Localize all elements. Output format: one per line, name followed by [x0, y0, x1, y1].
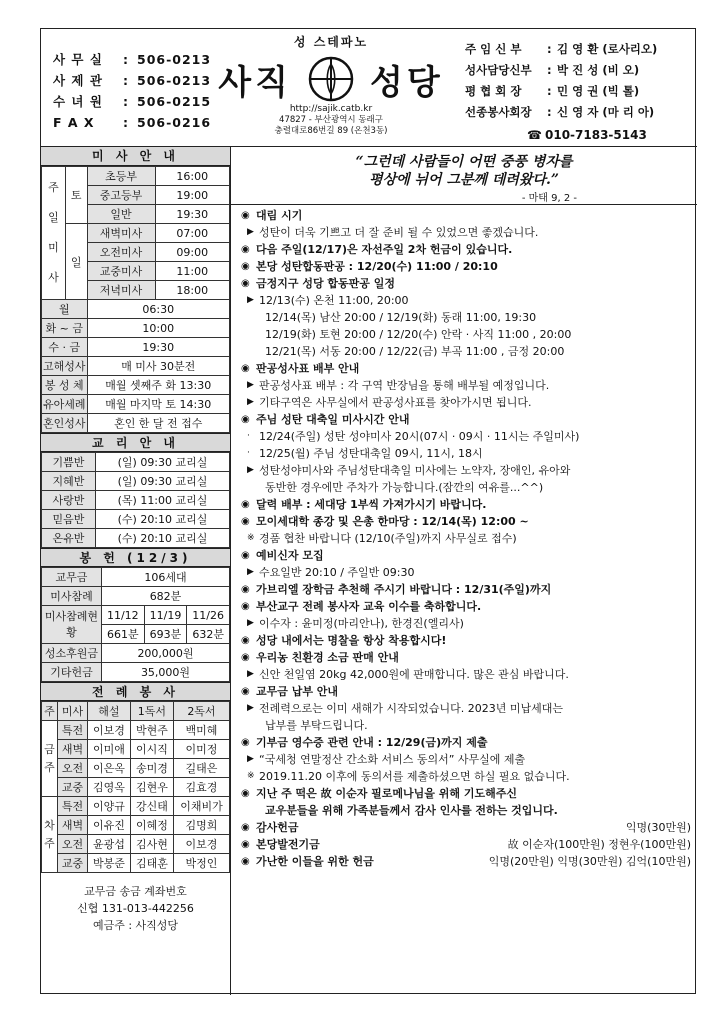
church-name	[191, 56, 471, 102]
class-name: 기쁨반	[42, 453, 96, 472]
notice-title: 가브리엘 장학금 추천해 주시기 바랍니다 : 12/31(주일)까지	[256, 583, 552, 596]
catechism-heading: 교 리 안 내	[41, 433, 230, 452]
notice-detail	[241, 768, 691, 785]
notice-item	[241, 734, 691, 751]
notice-detail	[241, 462, 691, 479]
liturgy-header: 2독서	[173, 702, 229, 721]
class-name: 믿음반	[42, 510, 96, 529]
class-time: (목) 11:00 교리실	[96, 491, 230, 510]
notice-detail	[241, 292, 691, 309]
weekday-time: 19:30	[87, 338, 229, 357]
class-time: (일) 09:30 교리실	[96, 453, 230, 472]
notice-text: 이수자 : 윤미정(마리안나), 한경진(엘리사)	[259, 617, 464, 630]
offering-name: 교무금	[42, 568, 102, 587]
offering-value: 682분	[102, 587, 230, 606]
staff-row: 선종봉사회장 : 신 영 자 (마 리 아)	[465, 105, 655, 119]
notice-detail	[241, 802, 691, 819]
notice-title: 예비신자 모집	[256, 549, 324, 562]
weekday-label: 화 ~ 금	[42, 319, 88, 338]
mass-name: 교중미사	[87, 262, 155, 281]
notice-item	[241, 683, 691, 700]
church-address: 47827 - 부산광역시 동래구 충렬대로86번길 89 (온천3동)	[274, 115, 388, 136]
phone-row: 사 제 관 : 506-0213	[53, 73, 212, 88]
notice-item	[241, 853, 691, 870]
weekday-row	[42, 357, 230, 376]
arrow-right-icon: ▶	[247, 669, 254, 679]
bullet-icon: ◉	[241, 788, 250, 799]
class-time: (일) 09:30 교리실	[96, 472, 230, 491]
attendance-row	[42, 606, 230, 625]
notice-detail	[241, 224, 691, 241]
liturgy-heading: 전 례 봉 사	[41, 682, 230, 701]
arrow-right-icon: ▶	[247, 754, 254, 764]
weekday-row	[42, 300, 230, 319]
staff-row: 성사담당신부 : 박 진 성 (비 오)	[465, 63, 640, 77]
notice-text: 2019.11.20 이후에 동의서를 제출하셨으면 하실 필요 없습니다.	[259, 770, 570, 783]
mass-type: 새벽	[58, 816, 88, 835]
server-name: 이시직	[130, 740, 173, 759]
week-label: 금 주	[42, 721, 58, 797]
mass-time: 07:00	[155, 224, 229, 243]
server-name: 이은옥	[87, 759, 130, 778]
bullet-icon: ◉	[241, 601, 250, 612]
catechism-row	[42, 510, 230, 529]
notice-text: 12/25(월) 주님 성탄대축일 09시, 11시, 18시	[259, 447, 483, 460]
mass-name: 저녁미사	[87, 281, 155, 300]
server-name: 강신태	[130, 797, 173, 816]
weekday-row	[42, 395, 230, 414]
server-name: 이혜정	[130, 816, 173, 835]
offering-row	[42, 587, 230, 606]
notice-text: 성탄이 더욱 기쁘고 더 잘 준비 될 수 있었으면 좋겠습니다.	[259, 226, 539, 239]
contact-phone: ☎ 010-7183-5143	[465, 125, 695, 145]
notice-text: 12/13(수) 온천 11:00, 20:00	[259, 294, 409, 307]
mass-time: 19:00	[155, 186, 229, 205]
offering-value: 200,000원	[102, 644, 230, 663]
mass-type: 특전	[58, 721, 88, 740]
left-sidebar	[41, 147, 231, 995]
phone-row: 사 무 실 : 506-0213	[53, 52, 212, 67]
weekday-row	[42, 319, 230, 338]
notice-title: 달력 배부 : 세대당 1부씩 가져가시기 바랍니다.	[256, 498, 487, 511]
attendance-date: 11/12	[102, 606, 145, 625]
church-title-block	[191, 31, 471, 145]
liturgy-header: 주	[42, 702, 58, 721]
arrow-right-icon: ▶	[247, 227, 254, 237]
server-name: 윤광섭	[87, 835, 130, 854]
bullet-icon: ◉	[241, 652, 250, 663]
notice-item	[241, 207, 691, 224]
notice-title: 대림 시기	[256, 209, 303, 222]
notice-title: 다음 주일(12/17)은 자선주일 2차 헌금이 있습니다.	[256, 243, 513, 256]
notice-detail	[241, 666, 691, 683]
class-time: (수) 20:10 교리실	[96, 510, 230, 529]
sunday-mass-label: 주 일 미 사	[42, 167, 66, 300]
mass-time: 09:00	[155, 243, 229, 262]
catechism-row	[42, 472, 230, 491]
note-mark-icon: ※	[247, 533, 255, 543]
liturgy-row	[42, 778, 230, 797]
notice-text: 수요일반 20:10 / 주일반 09:30	[259, 566, 415, 579]
liturgy-row	[42, 854, 230, 873]
website-link[interactable]: http://sajik.catb.kr	[289, 104, 373, 114]
mass-time: 11:00	[155, 262, 229, 281]
bulletin-header	[41, 29, 697, 147]
notice-title: 판공성사표 배부 안내	[256, 362, 360, 375]
weekday-label: 혼인성사	[42, 414, 88, 433]
notice-detail: 익명(30만원)	[625, 821, 691, 834]
server-name: 박봉준	[87, 854, 130, 873]
donation-account: 교무금 송금 계좌번호 신협 131-013-442256 예금주 : 사직성당	[77, 885, 194, 932]
bullet-icon: ◉	[241, 822, 250, 833]
liturgy-row	[42, 835, 230, 854]
church-name-right: 성당	[370, 62, 444, 103]
notice-detail	[241, 326, 691, 343]
mass-name: 초등부	[87, 167, 155, 186]
weekday-time: 매월 마지막 토 14:30	[87, 395, 229, 414]
notice-item	[241, 275, 691, 292]
arrow-right-icon: ▶	[247, 380, 254, 390]
notice-item	[241, 836, 691, 853]
server-name: 이양규	[87, 797, 130, 816]
notice-detail: 익명(20만원) 익명(30만원) 김억(10만원)	[488, 855, 691, 868]
bullet-icon: ◉	[241, 244, 250, 255]
notice-title: 성당 내에서는 명찰을 항상 착용합시다!	[256, 634, 447, 647]
notice-text: 신안 천일염 20kg 42,000원에 판매합니다. 많은 관심 바랍니다.	[259, 668, 569, 681]
server-name: 백미혜	[173, 721, 229, 740]
mass-type: 오전	[58, 835, 88, 854]
notice-text: 성탄성야미사와 주님성탄대축일 미사에는 노약자, 장애인, 유아와	[259, 464, 571, 477]
staff-row: 평 협 회 장 : 민 영 권 (빅 톨)	[465, 84, 640, 98]
notice-title: 우리농 친환경 소금 판매 안내	[256, 651, 399, 664]
notice-title: 모이세대학 종강 및 은총 한마당 : 12/14(목) 12:00 ~	[256, 515, 529, 528]
notice-title: 기부금 영수증 관련 안내 : 12/29(금)까지 제출	[256, 736, 488, 749]
bullet-icon: ◉	[241, 516, 250, 527]
notice-text: 12/19(화) 토현 20:00 / 12/20(수) 안락 · 사직 11:00 , 20:00	[265, 328, 572, 341]
server-name: 이미애	[87, 740, 130, 759]
offering-name: 기타헌금	[42, 663, 102, 682]
liturgy-header: 1독서	[130, 702, 173, 721]
cross-emblem-icon	[306, 54, 356, 104]
notice-title: 교무금 납부 안내	[256, 685, 339, 698]
weekday-time: 매월 셋째주 화 13:30	[87, 376, 229, 395]
catechism-table	[41, 452, 230, 548]
bullet-icon: ◉	[241, 737, 250, 748]
offering-name: 미사참례	[42, 587, 102, 606]
attendance-value: 661분	[102, 625, 145, 644]
notice-item	[241, 513, 691, 530]
attendance-value: 632분	[187, 625, 230, 644]
church-name-left: 사직	[218, 62, 292, 103]
notice-detail	[241, 377, 691, 394]
offering-value: 35,000원	[102, 663, 230, 682]
mass-type: 새벽	[58, 740, 88, 759]
server-name: 김효경	[173, 778, 229, 797]
bullet-icon: ◉	[241, 550, 250, 561]
liturgy-row	[42, 759, 230, 778]
weekday-label: 수 · 금	[42, 338, 88, 357]
bullet-icon: ◉	[241, 278, 250, 289]
notice-item	[241, 632, 691, 649]
dot-icon: ·	[247, 448, 250, 458]
notice-detail	[241, 479, 691, 496]
notice-detail	[241, 445, 691, 462]
telephone-icon: ☎	[527, 128, 542, 142]
catechism-row	[42, 453, 230, 472]
staff-list	[465, 39, 695, 145]
liturgy-header: 해설	[87, 702, 130, 721]
staff-row: 주 임 신 부 : 김 영 환 (로사리오)	[465, 42, 658, 56]
attendance-value: 693분	[144, 625, 187, 644]
bullet-icon: ◉	[241, 363, 250, 374]
attendance-date: 11/19	[144, 606, 187, 625]
weekday-row	[42, 376, 230, 395]
notice-item	[241, 819, 691, 836]
arrow-right-icon: ▶	[247, 397, 254, 407]
weekday-time: 혼인 한 달 전 접수	[87, 414, 229, 433]
weekday-label: 유아세례	[42, 395, 88, 414]
arrow-right-icon: ▶	[247, 295, 254, 305]
server-name: 김현우	[130, 778, 173, 797]
notice-detail	[241, 428, 691, 445]
bulletin-sheet	[40, 28, 696, 994]
notice-title: 감사헌금	[256, 821, 299, 834]
mass-row	[42, 224, 230, 243]
server-name: 이보경	[87, 721, 130, 740]
bullet-icon: ◉	[241, 856, 250, 867]
weekday-time: 매 미사 30분전	[87, 357, 229, 376]
notice-item	[241, 598, 691, 615]
mass-type: 교중	[58, 854, 88, 873]
mass-row	[42, 167, 230, 186]
server-name: 이유진	[87, 816, 130, 835]
notice-title: 본당 성탄합동판공 : 12/20(수) 11:00 / 20:10	[256, 260, 498, 273]
notice-detail	[241, 564, 691, 581]
notice-text: 기타구역은 사무실에서 판공성사표를 찾아가시면 됩니다.	[259, 396, 532, 409]
notice-text: 납부를 부탁드립니다.	[265, 719, 368, 732]
offering-row	[42, 663, 230, 682]
notice-detail	[241, 530, 691, 547]
weekday-time: 06:30	[87, 300, 229, 319]
church-patron: 성 스테파노	[293, 35, 369, 49]
server-name: 김명희	[173, 816, 229, 835]
offering-table	[41, 567, 230, 682]
server-name: 이채비가	[173, 797, 229, 816]
notice-detail	[241, 343, 691, 360]
notice-text: 전례력으로는 이미 새해가 시작되었습니다. 2023년 미납세대는	[259, 702, 563, 715]
notice-item	[241, 785, 691, 802]
notice-text: 12/14(목) 남산 20:00 / 12/19(화) 동래 11:00, 19:30	[265, 311, 537, 324]
notice-detail	[241, 751, 691, 768]
notice-detail	[241, 717, 691, 734]
notice-detail	[241, 394, 691, 411]
notice-detail	[241, 615, 691, 632]
notice-text: “국세청 연말정산 간소화 서비스 동의서” 사무실에 제출	[259, 753, 526, 766]
notice-detail: 故 이순자(100만원) 정현우(100만원)	[507, 838, 691, 851]
notice-item	[241, 241, 691, 258]
quote-source: - 마태 9, 2 -	[521, 193, 577, 204]
sunday-label: 일	[65, 224, 87, 300]
mass-type: 오전	[58, 759, 88, 778]
attendance-label: 미사참례현황	[42, 606, 102, 644]
notice-detail	[241, 700, 691, 717]
liturgy-row	[42, 721, 230, 740]
offering-row	[42, 644, 230, 663]
weekday-row	[42, 338, 230, 357]
mass-time: 19:30	[155, 205, 229, 224]
bullet-icon: ◉	[241, 414, 250, 425]
liturgy-row	[42, 797, 230, 816]
notice-item	[241, 649, 691, 666]
mass-guide-heading: 미 사 안 내	[41, 147, 230, 166]
server-name: 김영옥	[87, 778, 130, 797]
liturgy-row	[42, 740, 230, 759]
mass-name: 일반	[87, 205, 155, 224]
week-label: 차 주	[42, 797, 58, 873]
notice-item	[241, 360, 691, 377]
bullet-icon: ◉	[241, 839, 250, 850]
server-name: 송미경	[130, 759, 173, 778]
liturgy-header-row	[42, 702, 230, 721]
class-time: (수) 20:10 교리실	[96, 529, 230, 548]
dot-icon: ·	[247, 431, 250, 441]
arrow-right-icon: ▶	[247, 567, 254, 577]
server-name: 박현주	[130, 721, 173, 740]
mass-name: 새벽미사	[87, 224, 155, 243]
class-name: 사랑반	[42, 491, 96, 510]
weekday-row	[42, 414, 230, 433]
server-name: 이미정	[173, 740, 229, 759]
notice-text: 교우분들을 위해 가족분들께서 감사 인사를 전하는 것입니다.	[265, 804, 558, 817]
bullet-icon: ◉	[241, 584, 250, 595]
notice-item	[241, 496, 691, 513]
server-name: 박정인	[173, 854, 229, 873]
mass-name: 오전미사	[87, 243, 155, 262]
liturgy-table	[41, 701, 230, 873]
weekday-label: 봉 성 체	[42, 376, 88, 395]
arrow-right-icon: ▶	[247, 618, 254, 628]
notice-title: 금정지구 성당 합동판공 일정	[256, 277, 395, 290]
notice-text: 판공성사표 배부 : 각 구역 반장님을 통해 배부될 예정입니다.	[259, 379, 550, 392]
class-name: 온유반	[42, 529, 96, 548]
server-name: 길태은	[173, 759, 229, 778]
notice-detail	[241, 309, 691, 326]
notice-item	[241, 581, 691, 598]
mass-schedule-table	[41, 166, 230, 433]
mass-time: 18:00	[155, 281, 229, 300]
notice-item	[241, 547, 691, 564]
offering-row	[42, 568, 230, 587]
notice-title: 가난한 이들을 위한 헌금	[256, 855, 374, 868]
server-name: 이보경	[173, 835, 229, 854]
mass-name: 중고등부	[87, 186, 155, 205]
liturgy-row	[42, 816, 230, 835]
weekday-label: 월	[42, 300, 88, 319]
catechism-row	[42, 529, 230, 548]
scripture-quote: “그런데 사람들이 어떤 중풍 병자를 평상에 뉘어 그분께 데려왔다.” - 마태 9, 2 -	[231, 147, 697, 205]
notice-item	[241, 258, 691, 275]
catechism-row	[42, 491, 230, 510]
saturday-label: 토	[65, 167, 87, 224]
mass-type: 특전	[58, 797, 88, 816]
notice-title: 부산교구 전례 봉사자 교육 이수를 축하합니다.	[256, 600, 482, 613]
mass-time: 16:00	[155, 167, 229, 186]
bullet-icon: ◉	[241, 499, 250, 510]
phone-row: F A X : 506-0216	[53, 115, 212, 130]
liturgy-header: 미사	[58, 702, 88, 721]
notice-list	[231, 205, 697, 870]
notice-text: 12/21(목) 서동 20:00 / 12/22(금) 부곡 11:00 , 금정 20:00	[265, 345, 565, 358]
offering-name: 성소후원금	[42, 644, 102, 663]
class-name: 지혜반	[42, 472, 96, 491]
notice-item	[241, 411, 691, 428]
offering-value: 106세대	[102, 568, 230, 587]
weekday-time: 10:00	[87, 319, 229, 338]
attendance-date: 11/26	[187, 606, 230, 625]
notice-text: 경품 협찬 바랍니다 (12/10(주일)까지 사무실로 접수)	[259, 532, 517, 545]
bullet-icon: ◉	[241, 261, 250, 272]
notice-title: 주님 성탄 대축일 미사시간 안내	[256, 413, 410, 426]
bullet-icon: ◉	[241, 686, 250, 697]
notice-title: 지난 주 떡은 故 이순자 필로메나님을 위해 기도해주신	[256, 787, 517, 800]
notices-column	[231, 147, 697, 995]
notice-title: 본당발전기금	[256, 838, 320, 851]
bullet-icon: ◉	[241, 210, 250, 221]
offering-heading: 봉 헌 (12/3)	[41, 548, 230, 567]
notice-text: 동반한 경우에만 주차가 가능합니다.(잠깐의 여유를...^^)	[265, 481, 544, 494]
server-name: 김사현	[130, 835, 173, 854]
server-name: 김태훈	[130, 854, 173, 873]
mass-type: 교중	[58, 778, 88, 797]
weekday-label: 고해성사	[42, 357, 88, 376]
bullet-icon: ◉	[241, 635, 250, 646]
notice-text: 12/24(주일) 성탄 성야미사 20시(07시 · 09시 · 11시는 주일미사)	[259, 430, 580, 443]
arrow-right-icon: ▶	[247, 465, 254, 475]
phone-row: 수 녀 원 : 506-0215	[53, 94, 212, 109]
arrow-right-icon: ▶	[247, 703, 254, 713]
note-mark-icon: ※	[247, 771, 255, 781]
